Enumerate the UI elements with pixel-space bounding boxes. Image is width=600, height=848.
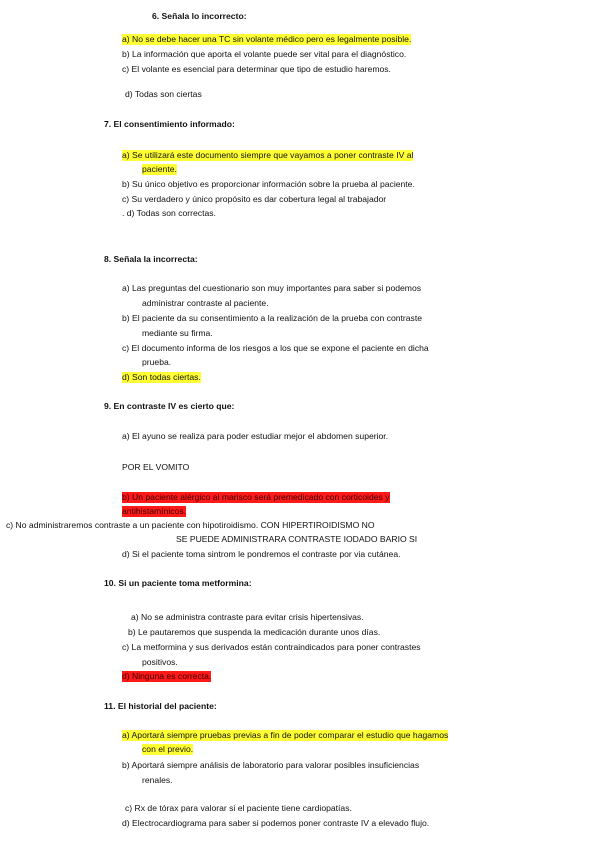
q6-option-a: a) No se debe hacer una TC sin volante médico pero es legalmente posible.: [122, 34, 412, 44]
q8-option-d: d) Son todas ciertas.: [122, 372, 201, 382]
q6-option-d: d) Todas son ciertas: [125, 89, 202, 99]
question-10-title: 10. Si un paciente toma metformina:: [104, 578, 252, 588]
q6-option-c: c) El volante es esencial para determinar que tipo de estudio haremos.: [122, 64, 391, 74]
q11-option-a-line1: a) Aportará siempre pruebas previas a fin de poder comparar el estudio que hagamos: [122, 730, 449, 740]
q9-option-c-line2: SE PUEDE ADMINISTRARA CONTRASTE IODADO BARIO SI: [176, 534, 418, 544]
q11-option-d: d) Electrocardiograma para saber si podemos poner contraste IV a elevado flujo.: [122, 818, 430, 828]
q8-option-b-line2: mediante su firma.: [142, 328, 213, 338]
q9-option-d: d) Si el paciente toma sintrom le pondremos el contraste por via cutánea.: [122, 549, 401, 559]
q6-option-b: b) La información que aporta el volante puede ser vital para el diagnóstico.: [122, 49, 407, 59]
q9-option-b-line1: b) Un paciente alérgico al marisco será premedicado con corticoides y: [122, 492, 390, 502]
q7-option-d: . d) Todas son correctas.: [122, 208, 216, 218]
question-11-title: 11. El historial del paciente:: [104, 701, 217, 711]
q7-option-b: b) Su único objetivo es proporcionar información sobre la prueba al paciente.: [122, 179, 415, 189]
question-7-title: 7. El consentimiento informado:: [104, 119, 235, 129]
q10-option-c-line2: positivos.: [142, 657, 178, 667]
q11-option-b-line2: renales.: [142, 775, 173, 785]
q8-option-c-line1: c) El documento informa de los riesgos a los que se expone el paciente en dicha: [122, 343, 429, 353]
q9-option-b-line2: antihistamínicos.: [122, 506, 187, 516]
q8-option-b-line1: b) El paciente da su consentimiento a la realización de la prueba con contraste: [122, 313, 423, 323]
q7-option-c: c) Su verdadero y único propósito es dar cobertura legal al trabajador: [122, 194, 387, 204]
q10-option-d: d) Ninguna es correcta.: [122, 671, 212, 681]
q11-option-c: c) Rx de tórax para valorar si el paciente tiene cardiopatías.: [125, 803, 352, 813]
question-6-title: 6. Señala lo incorrecto:: [152, 11, 247, 21]
q9-note: POR EL VOMITO: [122, 462, 190, 472]
q9-option-a: a) El ayuno se realiza para poder estudiar mejor el abdomen superior.: [122, 431, 389, 441]
q11-option-a-line2: con el previo.: [142, 744, 194, 754]
q9-option-c-line1: c) No administraremos contraste a un paciente con hipotiroidismo. CON HIPERTIROIDISMO NO: [6, 520, 375, 530]
q7-option-a-line2: paciente.: [142, 164, 177, 174]
q10-option-c-line1: c) La metformina y sus derivados están contraindicados para poner contrastes: [122, 642, 421, 652]
q8-option-a-line1: a) Las preguntas del cuestionario son muy importantes para saber si podemos: [122, 283, 422, 293]
question-9-title: 9. En contraste IV es cierto que:: [104, 401, 235, 411]
q10-option-a: a) No se administra contraste para evitar crisis hipertensivas.: [131, 612, 364, 622]
q10-option-b: b) Le pautaremos que suspenda la medicación durante unos días.: [128, 627, 381, 637]
q8-option-c-line2: prueba.: [142, 357, 172, 367]
question-8-title: 8. Señala la incorrecta:: [104, 254, 198, 264]
q8-option-a-line2: administrar contraste al paciente.: [142, 298, 269, 308]
q11-option-b-line1: b) Aportará siempre análisis de laboratorio para valorar posibles insuficiencias: [122, 760, 420, 770]
q7-option-a-line1: a) Se utilizará este documento siempre que vayamos a poner contraste IV al: [122, 150, 414, 160]
